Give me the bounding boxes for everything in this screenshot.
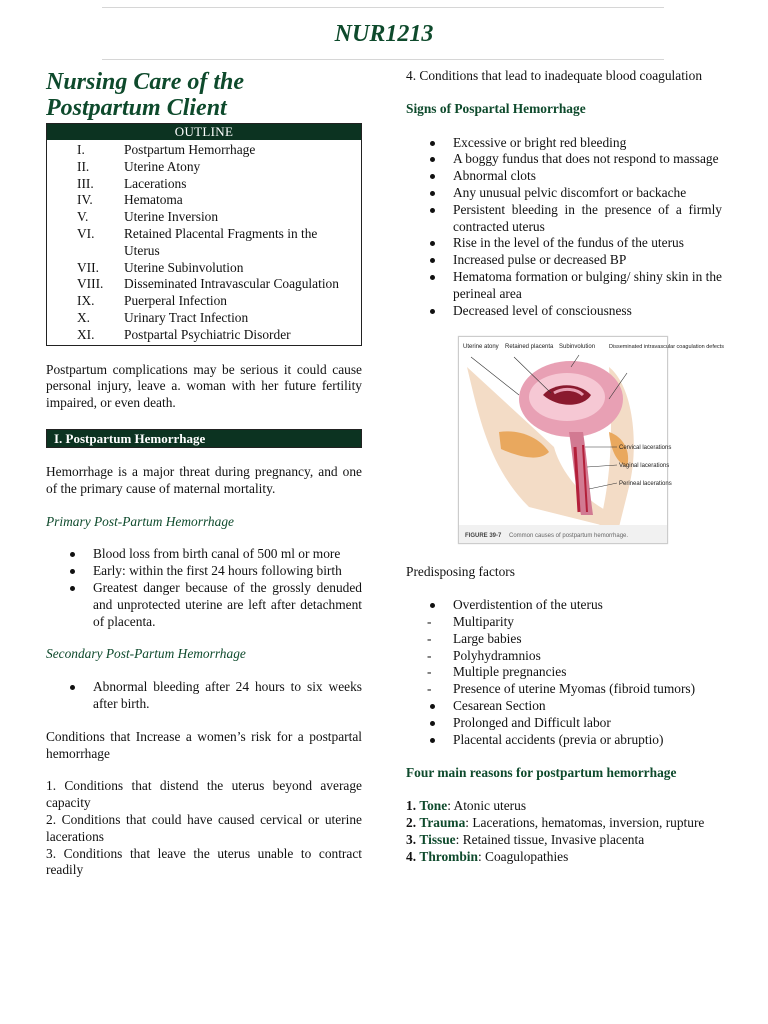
condition-item: 2. Conditions that could have caused cervical or uterine lacerations bbox=[46, 811, 362, 844]
outline-number: X. bbox=[77, 309, 91, 325]
outline-number: VII. bbox=[77, 259, 99, 275]
outline-item bbox=[47, 209, 361, 226]
left-column bbox=[46, 68, 362, 879]
list-item: Overdistention of the uterus bbox=[406, 597, 722, 614]
list-item: Decreased level of consciousness bbox=[406, 303, 722, 320]
outline-text: Hematoma bbox=[124, 192, 183, 208]
outline-heading: OUTLINE bbox=[47, 124, 361, 140]
outline-text: Uterine Inversion bbox=[124, 209, 219, 225]
list-item: Any unusual pelvic discomfort or backache bbox=[406, 185, 722, 202]
condition-item: 4. Conditions that lead to inadequate blood coagulation bbox=[406, 68, 703, 83]
list-item: A boggy fundus that does not respond to massage bbox=[406, 151, 722, 168]
list-item: Greatest danger because of the grossly denuded and unprotected uterine are left after detachment of placenta. bbox=[46, 580, 362, 630]
list-item: - Large babies bbox=[406, 631, 722, 648]
list-item: Prolonged and Difficult labor bbox=[406, 715, 722, 732]
list-item: Increased pulse or decreased BP bbox=[406, 252, 722, 269]
outline-number: VIII. bbox=[77, 276, 104, 292]
header-rule-top bbox=[102, 7, 664, 8]
reason-number: 1. bbox=[406, 798, 417, 814]
list-item: - Polyhydramnios bbox=[406, 648, 722, 665]
secondary-pph-heading: Secondary Post-Partum Hemorrhage bbox=[46, 646, 246, 662]
outline-item bbox=[47, 276, 361, 293]
outline-number: XI. bbox=[77, 326, 95, 342]
outline-text: Uterine Subinvolution bbox=[124, 259, 244, 275]
outline-number: I. bbox=[77, 142, 85, 157]
list-item: - Presence of uterine Myomas (fibroid tumors) bbox=[406, 681, 722, 698]
outline-item bbox=[47, 176, 361, 193]
outline-list bbox=[47, 140, 361, 345]
outline-text: Puerperal Infection bbox=[124, 293, 227, 309]
reason-term: Tone bbox=[419, 798, 448, 814]
reason-item bbox=[406, 798, 722, 815]
signs-list bbox=[406, 135, 722, 320]
secondary-pph-list bbox=[46, 679, 362, 713]
outline-item bbox=[47, 327, 361, 344]
label-subinvolution: Subinvolution bbox=[559, 344, 596, 351]
primary-pph-list bbox=[46, 546, 362, 630]
figure-caption-text: Common causes of postpartum hemorrhage. bbox=[509, 533, 629, 540]
label-cervical-lacerations: Cervical lacerations bbox=[619, 445, 672, 452]
list-item: - Multiple pregnancies bbox=[406, 664, 722, 681]
outline-box bbox=[46, 123, 362, 346]
outline-number: III. bbox=[77, 175, 94, 191]
reason-number: 3. bbox=[406, 831, 417, 847]
outline-text: Uterine Atony bbox=[124, 158, 201, 174]
reason-term: Trauma bbox=[419, 814, 466, 830]
list-item: Early: within the first 24 hours following birth bbox=[46, 563, 362, 580]
reason-item bbox=[406, 849, 722, 866]
outline-number: IX. bbox=[77, 293, 95, 309]
outline-text: Retained Placental Fragments in the Uterus bbox=[124, 225, 318, 258]
list-item: Hematoma formation or bulging/ shiny skin in the perineal area bbox=[406, 269, 722, 303]
list-item: Abnormal clots bbox=[406, 168, 722, 185]
outline-number: II. bbox=[77, 158, 90, 174]
reason-description: : Atonic uterus bbox=[447, 798, 527, 814]
outline-text: Postpartum Hemorrhage bbox=[124, 142, 256, 157]
conditions-list bbox=[46, 778, 362, 879]
reason-number: 4. bbox=[406, 848, 417, 864]
reason-term: Tissue bbox=[419, 831, 456, 847]
outline-number: VI. bbox=[77, 225, 95, 241]
right-column bbox=[406, 68, 722, 865]
list-item: Abnormal bleeding after 24 hours to six weeks after birth. bbox=[46, 679, 362, 713]
primary-pph-heading: Primary Post-Partum Hemorrhage bbox=[46, 513, 234, 529]
label-retained-placenta: Retained placenta bbox=[505, 344, 554, 351]
reason-description: : Lacerations, hematomas, inversion, rupture bbox=[465, 814, 705, 830]
course-code: NUR1213 bbox=[334, 21, 434, 47]
reason-number: 2. bbox=[406, 814, 417, 830]
outline-item bbox=[47, 192, 361, 209]
list-item: - Multiparity bbox=[406, 614, 722, 631]
section-heading-postpartum-hemorrhage: I. Postpartum Hemorrhage bbox=[46, 429, 362, 448]
label-uterine-atony: Uterine atony bbox=[463, 344, 499, 351]
reason-item bbox=[406, 815, 722, 832]
outline-text: Lacerations bbox=[124, 175, 187, 191]
hemorrhage-definition: Hemorrhage is a major threat during pregnancy, and one of the primary cause of maternal mortality. bbox=[46, 463, 362, 496]
predisposing-heading: Predisposing factors bbox=[406, 564, 515, 580]
label-vaginal-lacerations: Vaginal lacerations bbox=[619, 463, 670, 470]
outline-item bbox=[47, 293, 361, 310]
reasons-list bbox=[406, 798, 722, 865]
list-item: Rise in the level of the fundus of the uterus bbox=[406, 235, 722, 252]
outline-item bbox=[47, 260, 361, 277]
outline-text: Postpartal Psychiatric Disorder bbox=[124, 326, 291, 342]
label-perineal-lacerations: Perineal lacerations bbox=[619, 481, 672, 488]
list-item: Persistent bleeding in the presence of a firmly contracted uterus bbox=[406, 202, 722, 236]
condition-item: 1. Conditions that distend the uterus beyond average capacity bbox=[46, 778, 362, 811]
outline-item bbox=[47, 310, 361, 327]
label-dic: Disseminated intravascular coagulation defects bbox=[609, 344, 724, 351]
reason-description: : Retained tissue, Invasive placenta bbox=[455, 831, 645, 847]
reason-term: Thrombin bbox=[419, 848, 478, 864]
postpartum-hemorrhage-figure bbox=[458, 336, 724, 544]
list-item: Blood loss from birth canal of 500 ml or more bbox=[46, 546, 362, 563]
predisposing-list bbox=[406, 597, 722, 748]
list-item: Cesarean Section bbox=[406, 698, 722, 715]
signs-heading: Signs of Pospartal Hemorrhage bbox=[406, 100, 586, 116]
outline-item bbox=[47, 142, 361, 159]
outline-text: Urinary Tract Infection bbox=[124, 309, 249, 325]
list-item: Excessive or bright red bleeding bbox=[406, 135, 722, 152]
outline-number: IV. bbox=[77, 192, 93, 208]
outline-item bbox=[47, 159, 361, 176]
list-item: Placental accidents (previa or abruptio) bbox=[406, 732, 722, 749]
intro-paragraph: Postpartum complications may be serious it could cause personal injury, leave a. woman with her future fertility impaired, or even death. bbox=[46, 361, 362, 411]
outline-text: Disseminated Intravascular Coagulation bbox=[124, 276, 339, 292]
anatomy-illustration bbox=[459, 337, 724, 543]
reason-description: : Coagulopathies bbox=[477, 848, 569, 864]
risk-intro: Conditions that Increase a women’s risk for a postpartal hemorrhage bbox=[46, 728, 362, 761]
reason-item bbox=[406, 832, 722, 849]
reasons-heading: Four main reasons for postpartum hemorrhage bbox=[406, 765, 677, 781]
document-title: Nursing Care of the Postpartum Client bbox=[46, 69, 245, 121]
header-rule-bottom bbox=[102, 59, 664, 60]
condition-item: 3. Conditions that leave the uterus unable to contract readily bbox=[46, 845, 362, 878]
outline-item bbox=[47, 226, 361, 260]
figure-caption-label: FIGURE 39-7 bbox=[465, 533, 502, 540]
outline-number: V. bbox=[77, 209, 89, 225]
